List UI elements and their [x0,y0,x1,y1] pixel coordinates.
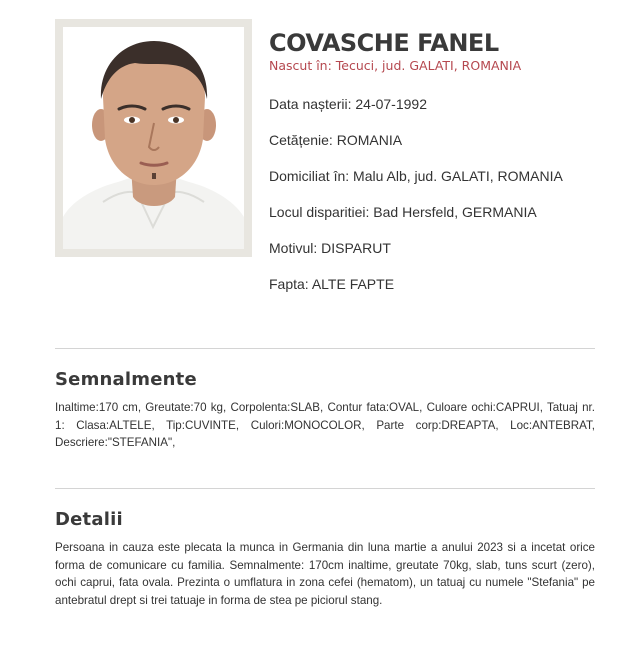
person-photo [63,27,244,249]
field-reason [269,238,599,274]
field-residence [269,166,599,202]
field-disappearance-place [269,202,599,238]
person-fields [269,94,599,310]
divider [55,348,595,349]
person-name: COVASCHE FANEL [269,29,499,57]
detalii-text: Persoana in cauza este plecata la munca in Germania din luna martie a anului 2023 si a incetat orice forma de comunicare cu familia. Semnalmente: 170cm inaltime, greutate 70kg, slab, tuns scurt (zero), ochi caprui, fata ovala. Prezinta o umflatura in zona cefei (hematom), un tatuaj cu numele "Stefania" pe antebratul drept si trei tatuaje in forma de stea pe piciorul stang. [55,541,595,607]
field-label: Cetățenie: [269,132,333,148]
field-value: ROMANIA [336,132,403,148]
field-citizenship [269,130,599,166]
field-value: Bad Hersfeld, GERMANIA [373,204,537,220]
semnalmente-title: Semnalmente [55,369,197,390]
field-value: Malu Alb, jud. GALATI, ROMANIA [353,168,563,184]
field-label: Domiciliat în: [269,168,350,184]
field-label: Locul disparitiei: [269,204,370,220]
field-value: 24-07-1992 [355,96,427,112]
person-info [269,28,599,310]
field-offense [269,274,599,310]
field-label: Fapta: [269,276,309,292]
photo-frame [55,19,252,257]
birthplace: Nascut în: Tecuci, jud. GALATI, ROMANIA [269,58,522,73]
field-label: Motivul: [269,240,318,256]
field-value: DISPARUT [321,240,391,256]
field-label: Data nașterii: [269,96,352,112]
field-value: ALTE FAPTE [311,276,395,292]
semnalmente-text: Inaltime:170 cm, Greutate:70 kg, Corpolenta:SLAB, Contur fata:OVAL, Culoare ochi:CAPRUI, Tatuaj nr. 1: Clasa:ALTELE, Tip:CUVINTE, Culori:MONOCOLOR, Parte corp:DREAPTA, Loc:ANTEBRAT, Descriere:"STEFANIA", [55,401,595,449]
divider [55,488,595,489]
detalii-title: Detalii [55,509,123,530]
field-birthdate [269,94,599,130]
portrait-image [63,27,244,249]
